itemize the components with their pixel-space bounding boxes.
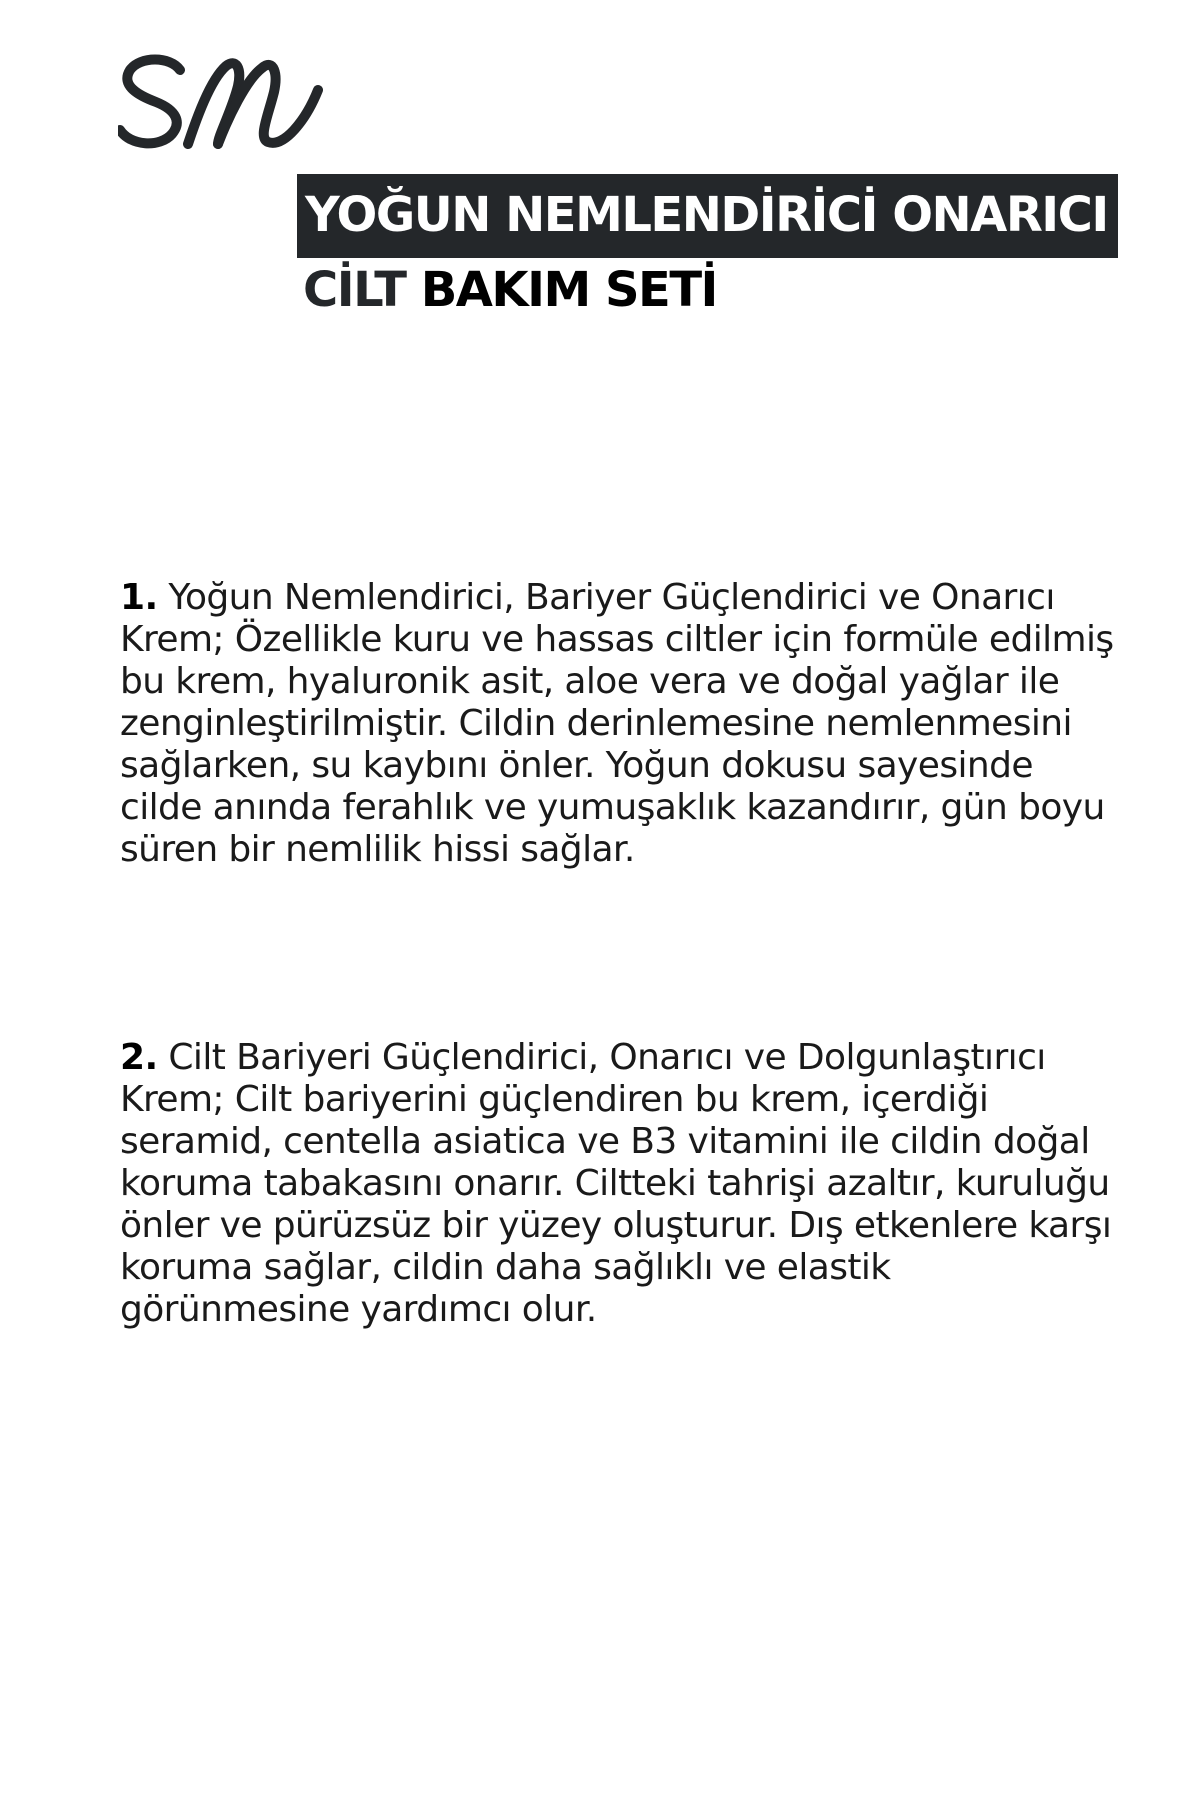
- title-line-1: YOĞUN NEMLENDİRİCİ ONARICI: [297, 174, 1118, 258]
- product-description-1: [120, 577, 1120, 871]
- item-number: 2.: [120, 1037, 158, 1078]
- item-text: Yoğun Nemlendirici, Bariyer Güçlendirici ve Onarıcı Krem; Özellikle kuru ve hassas ciltler için formüle edilmiş bu krem, hyaluronik asit, aloe vera ve doğal yağlar ile zenginleştirilmiştir. Cildin derinlemesine nemlenmesini sağlarken, su kaybını önler. Yoğun dokusu sayesinde cilde anında ferahlık ve yumuşaklık kazandırır, gün boyu süren bir nemlilik hissi sağlar.: [120, 577, 1114, 870]
- item-text: Cilt Bariyeri Güçlendirici, Onarıcı ve Dolgunlaştırıcı Krem; Cilt bariyerini güçlendiren bu krem, içerdiği seramid, centella asiatica ve B3 vitamini ile cildin doğal koruma tabakasını onarır. Ciltteki tahrişi azaltır, kuruluğu önler ve pürüzsüz bir yüzey oluşturur. Dış etkenlere karşı koruma sağlar, cildin daha sağlıklı ve elastik görünmesine yardımcı olur.: [120, 1037, 1112, 1330]
- page-title: [297, 174, 1118, 320]
- brand-logo: [118, 50, 323, 152]
- product-description-2: [120, 1037, 1120, 1331]
- title-line-2: [297, 260, 1118, 320]
- item-number: 1.: [120, 577, 158, 618]
- title-line-2-part-2: BAKIM SETİ: [420, 262, 717, 318]
- title-line-2-part-1: CİLT: [303, 262, 406, 318]
